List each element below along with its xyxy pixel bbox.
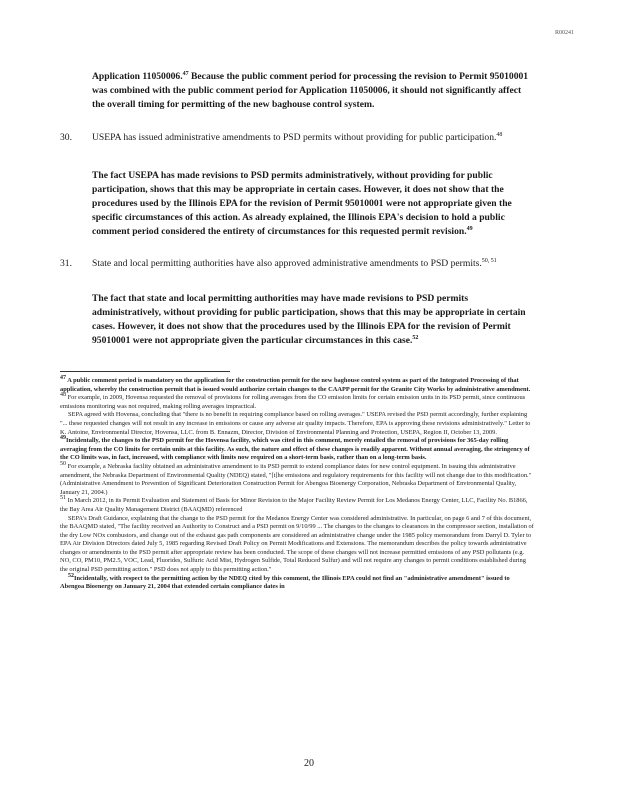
paragraph-text-rest: Because the public comment period for processing the revision to Permit 95010001 was combined with the public comment period for Application 11050006, it should not significantly affect the overall timing for permitting of the new baghouse control system. xyxy=(92,71,529,110)
bates-number: R00241 xyxy=(554,30,574,36)
item-number: 31. xyxy=(60,258,72,269)
footnote-52: $^{52}$Incidentally, with respect to the permitting action by the NDEQ cited by this comment, the Illinois EPA could not find an "administrative amendment" issued to Abengoa Bioenergy on January 21, 2004 that extended certain compliance dates in xyxy=(60,572,510,591)
comment-text: State and local permitting authorities have also approved administrative amendments to PSD permits.$^{50, 51}$ xyxy=(92,257,497,269)
footnote-48: $^{48}$ For example, in 2009, Hovensa requested the removal of provisions for rolling averages from the CO emission limits for certain emission units in its PSD permit, since continuous emissions monitoring was not required, making rolling averages impractical. xyxy=(60,392,526,410)
footnote-ref-48: 48 xyxy=(496,131,503,138)
paragraph-text: Application 11050006. xyxy=(92,71,183,82)
footnote-49: $^{49}$Incidentally, the changes to the PSD permit for the Hovensa facility, which was cited in this comment, merely entailed the removal of provisions for 365-day rolling averaging from the CO limits for certain units at this facility. As such, the nature and effect of these changes is readily apparent. Without annual averaging, the stringency of the CO limits was, in fact, increased, with compliance with limits now required on a short-term basis, rather than on a long-term basis. xyxy=(60,435,530,462)
comment-item-31 xyxy=(60,257,532,271)
footnote-separator xyxy=(60,371,230,372)
footnote-ref-50-51: 50, 51 xyxy=(481,257,497,264)
footnote-ref-52: 52 xyxy=(412,334,419,341)
response-text: The fact USEPA has made revisions to PSD permits administratively, without providing for public participation, shows that this may be appropriate in certain cases. However, it does not show that the procedures used by the Illinois EPA for the revision of Permit 95010001 were not appropriate given the specific circumstances of this action. As already explained, the Illinois EPA's decision to hold a public comment period considered the entirety of circumstances for this requested permit revision. xyxy=(92,170,512,237)
footnote-50: $^{50}$ For example, a Nebraska facility obtained an administrative amendment to its PSD permit to extend compliance dates for new control equipment. In issuing this administrative amendment, the Nebraska Department of Environmental Quality (NDEQ) stated, "[t]he emissions and regulatory requirements for this facility will not change due to this modification." (Administrative Amendment to Prevention of Significant Deterioration Construction Permit for Abengoa Bioenergy Corporation, Nebraska Department of Environmental Quality, January 21, 2004.) xyxy=(60,460,532,496)
footnotes xyxy=(60,374,534,592)
footnote-ref-49: 49 xyxy=(466,225,473,232)
response-text: The fact that state and local permitting authorities may have made revisions to PSD permits administratively, without providing for public participation, shows that this may be appropriate in certain cases. However, it does not show that the procedures used by the Illinois EPA for the revision of Permit 95010001 were not appropriate given the particular circumstances in this case. xyxy=(92,293,526,346)
footnote-ref-47: 47 xyxy=(182,70,189,77)
comment-text: USEPA has issued administrative amendments to PSD permits without providing for public participation.$^{48}$ xyxy=(92,131,503,143)
response-paragraph-31 xyxy=(92,292,532,348)
page-number: 20 xyxy=(304,758,314,769)
item-number: 30. xyxy=(60,132,72,143)
footnote-47: $^{47}$ A public comment period is mandatory on the application for the construction permit for the new baghouse control system as part of the Integrated Processing of that application, whereby the construction permit that is issued would authorize certain changes to the CAAPP permit for the Granite City Works by administrative amendment. xyxy=(60,374,531,393)
response-paragraph-continued xyxy=(92,70,532,112)
response-paragraph-30 xyxy=(92,169,532,239)
footnote-51-continued: SEPA's Draft Guidance, explaining that the change to the PSD permit for the Medanos Energy Center was considered administrative. In particular, on page 6 and 7 of this document, the BAAQMD stated, "The facility received an Authority to Construct and a PSD permit on 9/10/99 ... The changes to the changes to clearances in the compressor section, installation of the dry Low NOx combustors, and change out of the exhaust gas path components are considered an administrative change under the 1985 policy memorandum from Darryl D. Tyler to EPA Air Division Directors dated July 5, 1985 regarding Revised Draft Policy on Permit Modifications and Extensions. The memorandum describes the policy towards administrative changes or amendments to the PSD permit after appropriate review has been conducted. The scope of these changes will not increase permitted emissions of any PSD pollutants (e.g. NO, CO, PM10, PM2.5, VOC, Lead, Fluorides, Sulfuric Acid Mist, Hydrogen Sulfide, Total Reduced Sulfur) and will not require any changes to permit conditions established during the original PSD permitting action." PSD does not apply to this permitting action." xyxy=(60,514,534,574)
comment-item-30 xyxy=(60,131,532,145)
footnote-51: $^{51}$ In March 2012, in its Permit Evaluation and Statement of Basis for Minor Revision to the Major Facility Review Permit for Los Medanos Energy Center, LLC, Facility No. B1866, the Bay Area Air Quality Management District (BAAQMD) referenced xyxy=(60,495,528,513)
footnote-48-continued: SEPA agreed with Hovensa, concluding that "there is no benefit in requiring compliance based on rolling averages." USEPA revised the PSD permit accordingly, further explaining "... these requested changes will not result in any increase in emissions or cause any adverse air quality impacts. Therefore, EPA is approving these revisions administratively." Letter to K. Antoine, Environmental Director, Hovensa, LLC. from B. Ennazm, Director, Division of Environmental Planning and Protection, USEPA, Region II, October 13, 2009. xyxy=(60,411,531,436)
